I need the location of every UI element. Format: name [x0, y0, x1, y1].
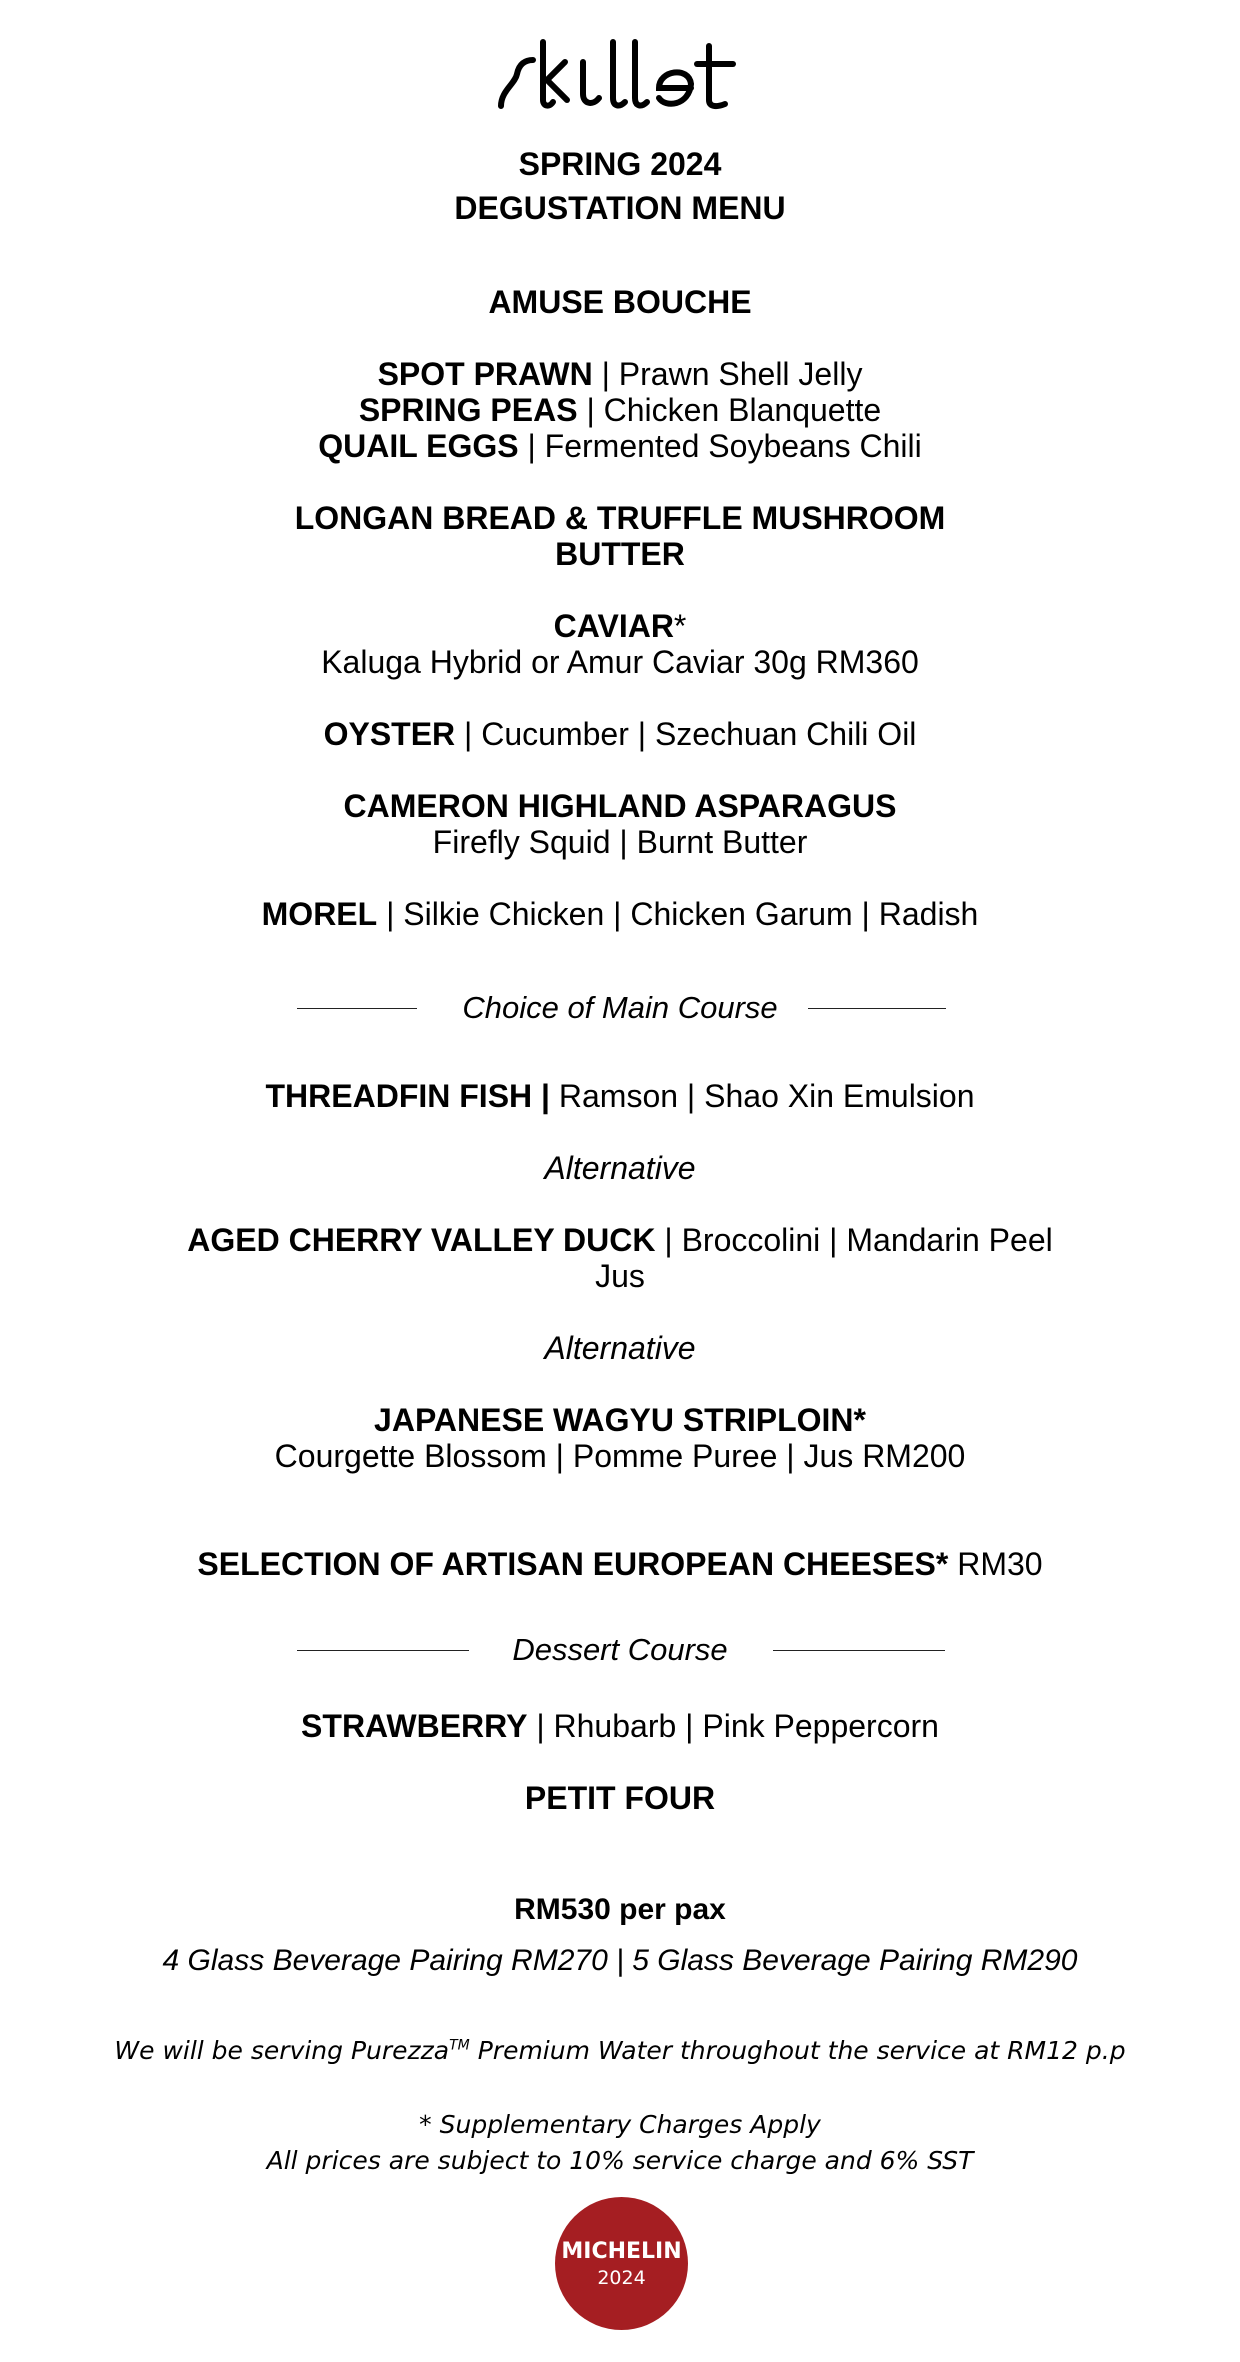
asparagus-desc: Firefly Squid | Burnt Butter	[432, 824, 808, 860]
menu-item-wagyu: JAPANESE WAGYU STRIPLOIN*	[374, 1402, 866, 1438]
alternative-label: Alternative	[544, 1330, 696, 1366]
menu-item-strawberry	[0, 1708, 1240, 1744]
item-desc: | Rhubarb | Pink Peppercorn	[527, 1708, 939, 1744]
menu-item-morel	[0, 896, 1240, 932]
water-note	[0, 2036, 1240, 2065]
skillet-logo	[0, 36, 1240, 116]
skillet-logo-icon	[495, 36, 745, 116]
item-desc: | Silkie Chicken | Chicken Garum | Radish	[377, 896, 979, 932]
service-charge-note: All prices are subject to 10% service charge and 6% SST	[266, 2146, 974, 2175]
item-name: SPRING PEAS	[358, 392, 578, 428]
menu-item-quail-eggs	[0, 428, 1240, 464]
menu-item-petit-four: PETIT FOUR	[524, 1780, 716, 1816]
trademark-mark: TM	[449, 2037, 470, 2054]
menu-item-oyster	[0, 716, 1240, 752]
wagyu-desc: Courgette Blossom | Pomme Puree | Jus RM200	[274, 1438, 966, 1474]
menu-item-threadfin-fish	[0, 1078, 1240, 1114]
menu-title: DEGUSTATION MENU	[454, 190, 786, 226]
item-desc: | Cucumber | Szechuan Chili Oil	[455, 716, 917, 752]
item-name: QUAIL EGGS	[318, 428, 519, 464]
menu-item-caviar	[0, 608, 1240, 644]
price-per-pax: RM530 per pax	[514, 1893, 726, 1926]
item-name: THREADFIN FISH |	[265, 1078, 550, 1114]
badge-line1: MICHELIN	[561, 2239, 682, 2264]
duck-desc-line2: Jus	[595, 1258, 645, 1294]
caviar-desc: Kaluga Hybrid or Amur Caviar 30g RM360	[321, 644, 919, 680]
michelin-badge	[555, 2197, 688, 2330]
supplement-mark: *	[673, 608, 687, 644]
item-desc: | Chicken Blanquette	[577, 392, 882, 428]
item-name: STRAWBERRY	[301, 1708, 528, 1744]
divider-right	[808, 1008, 946, 1009]
item-name: SPOT PRAWN	[377, 356, 593, 392]
dessert-course-label: Dessert Course	[512, 1632, 728, 1667]
badge-line2: 2024	[597, 2267, 646, 2289]
main-course-label: Choice of Main Course	[462, 990, 778, 1025]
bread-course-line1: LONGAN BREAD & TRUFFLE MUSHROOM	[294, 500, 946, 536]
menu-item-duck	[0, 1222, 1240, 1258]
item-name: MOREL	[261, 896, 378, 932]
alternative-label: Alternative	[544, 1150, 696, 1186]
item-desc: Ramson | Shao Xin Emulsion	[549, 1078, 975, 1114]
item-name: SELECTION OF ARTISAN EUROPEAN CHEESES*	[197, 1546, 949, 1582]
item-name: AGED CHERRY VALLEY DUCK	[187, 1222, 656, 1258]
menu-item-spring-peas	[0, 392, 1240, 428]
menu-item-cheese	[0, 1546, 1240, 1582]
amuse-bouche-heading: AMUSE BOUCHE	[488, 284, 752, 320]
beverage-pairing: 4 Glass Beverage Pairing RM270 | 5 Glass Beverage Pairing RM290	[162, 1944, 1078, 1977]
water-note-text: We will be serving Purezza	[114, 2036, 450, 2065]
item-desc: | Prawn Shell Jelly	[592, 356, 863, 392]
item-name: CAVIAR	[553, 608, 674, 644]
menu-item-asparagus: CAMERON HIGHLAND ASPARAGUS	[343, 788, 897, 824]
item-desc: RM30	[948, 1546, 1043, 1582]
season-heading: SPRING 2024	[518, 146, 722, 182]
supplementary-note: * Supplementary Charges Apply	[419, 2110, 821, 2139]
bread-course-line2: BUTTER	[555, 536, 685, 572]
divider-right	[773, 1650, 945, 1651]
item-desc: | Broccolini | Mandarin Peel	[655, 1222, 1053, 1258]
menu-item-spot-prawn	[0, 356, 1240, 392]
water-note-text: Premium Water throughout the service at RM12 p.p	[469, 2036, 1126, 2065]
item-desc: | Fermented Soybeans Chili	[518, 428, 922, 464]
item-name: OYSTER	[323, 716, 456, 752]
